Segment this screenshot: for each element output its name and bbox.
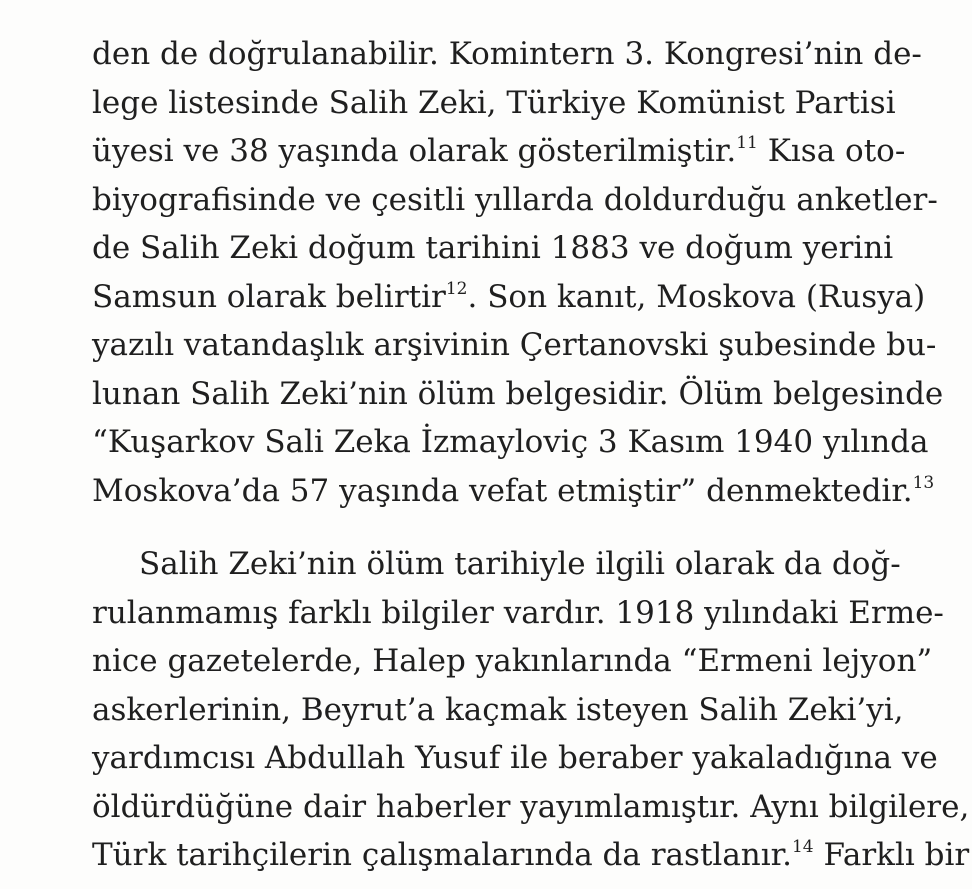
text-line: öldürdüğüne dair haberler yayımlamıştır. Aynı bilgilere, bbox=[92, 788, 970, 825]
paragraph-2 bbox=[92, 540, 970, 880]
text-line: üyesi ve 38 yaşında olarak gösterilmiştir.$^{11}$ Kısa oto- bbox=[92, 133, 906, 169]
text-line: lunan Salih Zeki’nin ölüm belgesidir. Ölüm belgesinde bbox=[92, 375, 944, 412]
footnote-ref-13: 13 bbox=[912, 472, 935, 493]
text-line: lege listesinde Salih Zeki, Türkiye Komünist Partisi bbox=[92, 84, 896, 121]
text-line: rulanmamış farklı bilgiler vardır. 1918 yılındaki Erme- bbox=[92, 594, 944, 631]
text-line: Türk tarihçilerin çalışmalarında da rastlanır.$^{14}$ Farklı bir bbox=[92, 837, 970, 873]
text-line: de Salih Zeki doğum tarihini 1883 ve doğum yerini bbox=[92, 230, 894, 266]
footnote-ref-12: 12 bbox=[445, 278, 468, 299]
text-line: biyografisinde ve çesitli yıllarda doldurduğu anketler- bbox=[92, 181, 938, 218]
text-line: den de doğrulanabilir. Komintern 3. Kongresi’nin de- bbox=[92, 36, 922, 72]
footnote-ref-11: 11 bbox=[736, 133, 758, 153]
text-line: Salih Zeki’nin ölüm tarihiyle ilgili olarak da doğ- bbox=[139, 546, 901, 582]
footnote-ref-14: 14 bbox=[791, 837, 814, 857]
text-line: nice gazetelerde, Halep yakınlarında “Ermeni lejyon” bbox=[92, 643, 933, 679]
text-line: Moskova’da 57 yaşında vefat etmiştir” denmektedir.$^{13}$ bbox=[92, 472, 935, 509]
paragraph-1 bbox=[92, 30, 944, 515]
text-line: “Kuşarkov Sali Zeka İzmayloviç 3 Kasım 1940 yılında bbox=[92, 424, 929, 460]
text-line: askerlerinin, Beyrut’a kaçmak isteyen Salih Zeki’yi, bbox=[92, 691, 904, 728]
text-line: yazılı vatandaşlık arşivinin Çertanovski şubesinde bu- bbox=[92, 327, 937, 363]
text-line: yardımcısı Abdullah Yusuf ile beraber yakaladığına ve bbox=[92, 740, 938, 776]
text-line: Samsun olarak belirtir$^{12}$. Son kanıt, Moskova (Rusya) bbox=[92, 278, 926, 315]
